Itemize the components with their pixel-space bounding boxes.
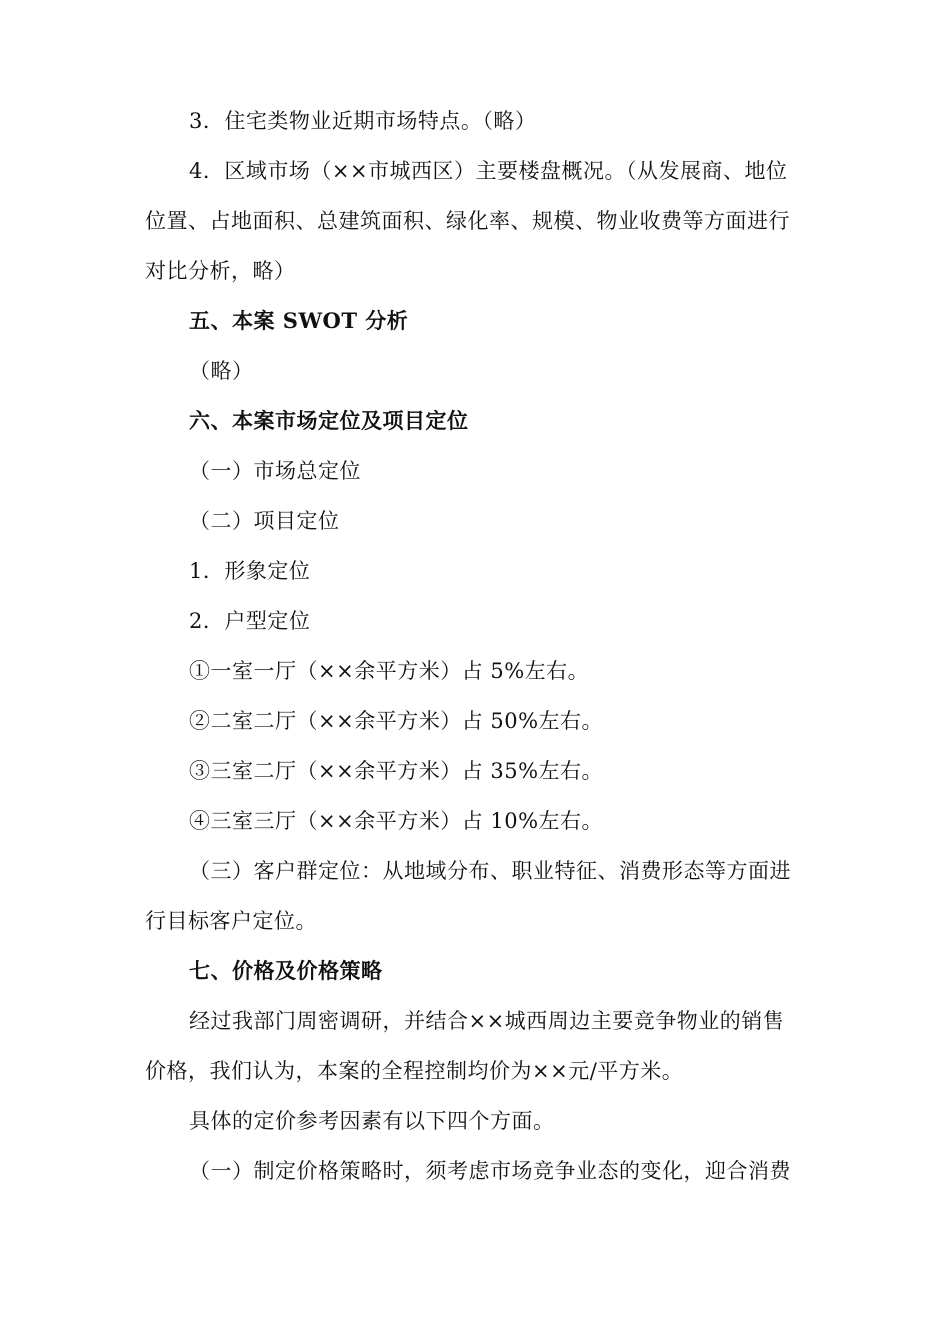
list-item-4: 4．区域市场（××市城西区）主要楼盘概况。（从发展商、地位 bbox=[189, 159, 788, 183]
list-item: ④三室三厅（××余平方米）占 10%左右。 bbox=[189, 809, 604, 833]
list-item: ③三室二厅（××余平方米）占 35%左右。 bbox=[189, 759, 604, 783]
subsection-heading: （二）项目定位 bbox=[189, 509, 340, 533]
list-item-3: 3．住宅类物业近期市场特点。（略） bbox=[189, 109, 537, 133]
paragraph-line: 经过我部门周密调研，并结合××城西周边主要竞争物业的销售 bbox=[189, 1009, 785, 1033]
subsection-heading: （一）市场总定位 bbox=[189, 459, 361, 483]
paragraph-line: 行目标客户定位。 bbox=[145, 909, 317, 933]
subsection-heading: （三）客户群定位：从地域分布、职业特征、消费形态等方面进 bbox=[189, 859, 791, 883]
list-item: ②二室二厅（××余平方米）占 50%左右。 bbox=[189, 709, 604, 733]
list-item: 2．户型定位 bbox=[189, 609, 311, 633]
paragraph-line: （略） bbox=[189, 359, 254, 383]
list-item: ①一室一厅（××余平方米）占 5%左右。 bbox=[189, 659, 590, 683]
paragraph-line: （一）制定价格策略时，须考虑市场竞争业态的变化，迎合消费 bbox=[189, 1159, 791, 1183]
paragraph-line: 位置、占地面积、总建筑面积、绿化率、规模、物业收费等方面进行 bbox=[145, 209, 790, 233]
paragraph-line: 对比分析，略） bbox=[145, 259, 296, 283]
section-heading-7: 七、价格及价格策略 bbox=[189, 958, 383, 983]
section-heading-5: 五、本案 SWOT 分析 bbox=[189, 308, 409, 333]
section-heading-6: 六、本案市场定位及项目定位 bbox=[189, 408, 469, 433]
list-item: 1．形象定位 bbox=[189, 559, 311, 583]
paragraph-line: 价格，我们认为，本案的全程控制均价为××元/平方米。 bbox=[145, 1059, 684, 1083]
paragraph-line: 具体的定价参考因素有以下四个方面。 bbox=[189, 1109, 555, 1133]
